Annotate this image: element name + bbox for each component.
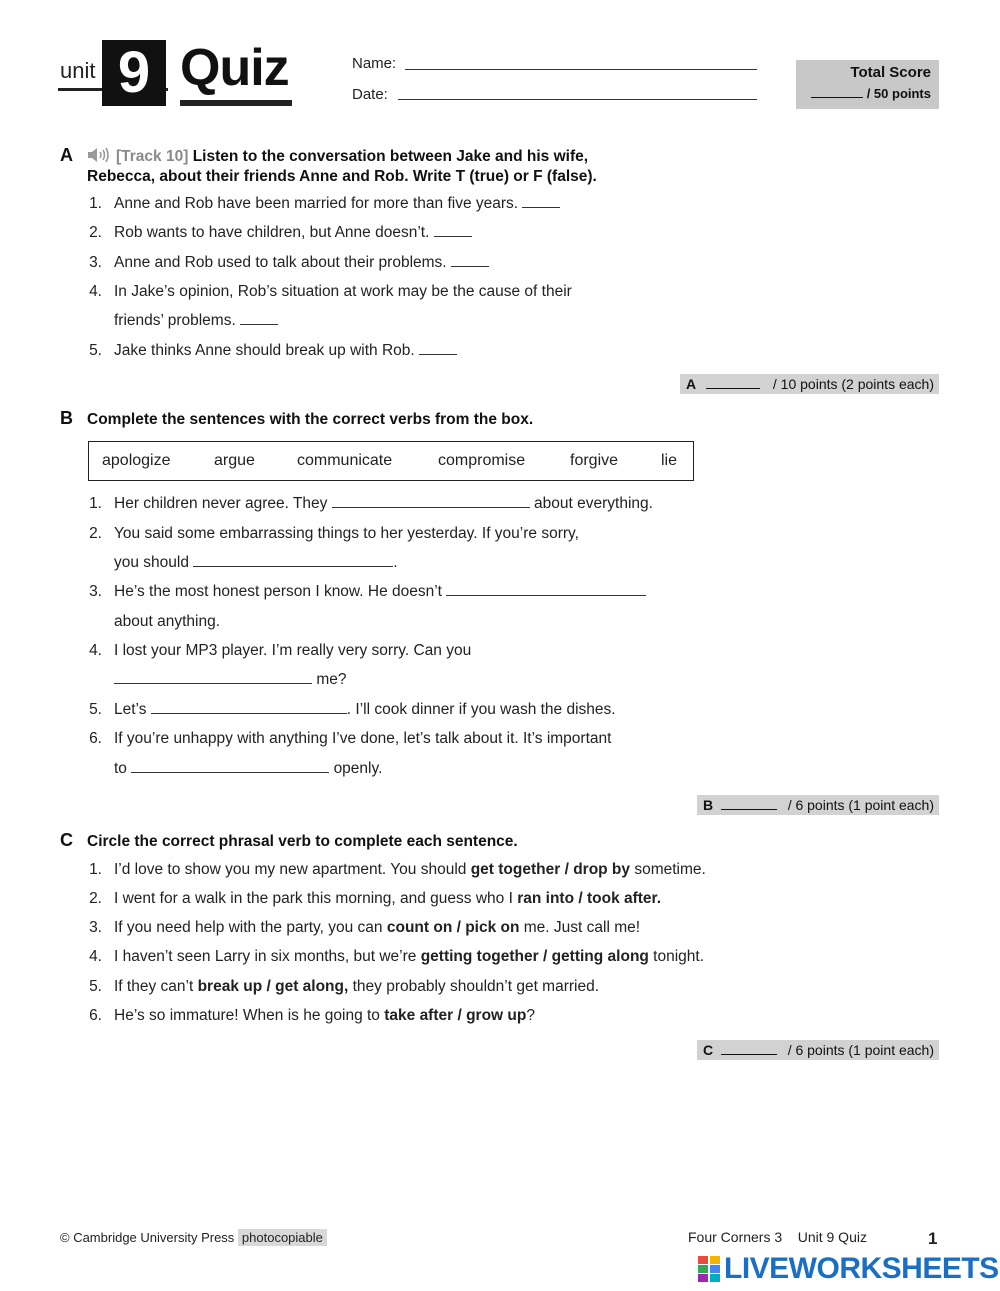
section-a-instruction: [Track 10] Listen to the conversation between Jake and his wife, [116,148,589,165]
answer-blank[interactable] [446,594,646,596]
phrasal-verb-choices[interactable]: take after / grow up [384,1007,527,1024]
photocopiable-badge: photocopiable [238,1229,327,1246]
footer-copyright: © Cambridge University Press photocopiable [60,1230,327,1245]
phrasal-verb-choices[interactable]: get together / drop by [470,861,631,878]
total-score-blank[interactable] [811,97,863,98]
total-score-title: Total Score [850,64,931,81]
liveworksheets-logo-icon [698,1256,720,1282]
section-c-letter: C [60,830,73,850]
speaker-icon[interactable] [86,145,112,165]
word-box-item: forgive [570,452,619,469]
word-box-item: lie [661,452,678,469]
track-label: [Track 10] [116,148,189,165]
total-score-points: / 50 points [811,86,931,101]
section-a-letter: A [60,145,73,165]
score-blank[interactable] [721,809,777,810]
word-box-item: apologize [102,452,171,469]
answer-blank[interactable] [151,712,347,714]
word-box-item: communicate [297,452,393,469]
word-box-item: argue [214,452,255,469]
date-field[interactable] [398,99,757,100]
answer-blank[interactable] [131,771,329,773]
section-c-score: C / 6 points (1 point each) [697,1040,939,1060]
section-a-instruction-2: Rebecca, about their friends Anne and Rob. Write T (true) or F (false). [87,168,597,185]
section-b-score: B / 6 points (1 point each) [697,795,939,815]
section-a-score: A / 10 points (2 points each) [680,374,939,394]
phrasal-verb-choices[interactable]: break up / get along, [197,978,349,995]
name-field[interactable] [405,69,757,70]
word-box-item: compromise [438,452,526,469]
answer-blank[interactable] [434,235,472,237]
answer-blank[interactable] [332,506,530,508]
section-c-instruction: Circle the correct phrasal verb to complete each sentence. [87,833,518,850]
score-blank[interactable] [721,1054,777,1055]
word-box [88,441,694,481]
answer-blank[interactable] [193,565,393,567]
page-number: 1 [928,1229,938,1248]
phrasal-verb-choices[interactable]: ran into / took after. [517,890,662,907]
section-b-instruction: Complete the sentences with the correct verbs from the box. [87,411,534,428]
answer-blank[interactable] [419,353,457,355]
title-underline [180,100,292,106]
phrasal-verb-choices[interactable]: getting together / getting along [420,948,649,965]
score-blank[interactable] [706,388,760,389]
answer-blank[interactable] [114,682,312,684]
page-title: Quiz [180,39,289,97]
unit-number: 9 [102,40,166,106]
date-label: Date: [352,86,388,103]
footer-book: Four Corners 3 Unit 9 Quiz [688,1229,867,1245]
answer-blank[interactable] [240,323,278,325]
liveworksheets-logo-text: LIVEWORKSHEETS [724,1252,999,1285]
total-score-box [796,60,939,109]
unit-label: unit [60,58,96,83]
answer-blank[interactable] [451,265,489,267]
name-label: Name: [352,55,397,72]
phrasal-verb-choices[interactable]: count on / pick on [386,919,520,936]
section-b-letter: B [60,408,73,428]
answer-blank[interactable] [522,206,560,208]
